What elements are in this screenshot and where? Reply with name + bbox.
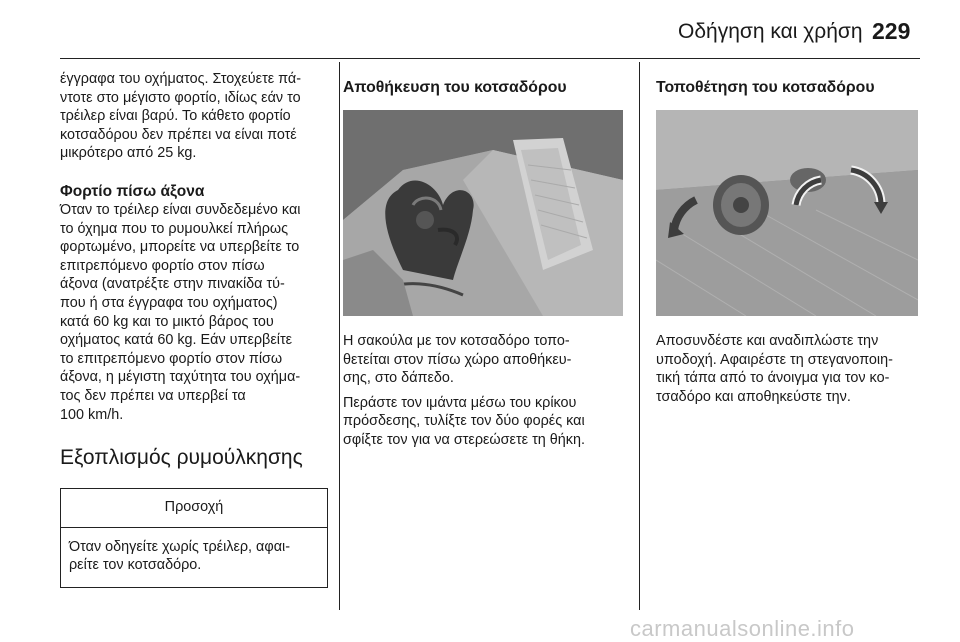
page-header-title: Οδήγηση και χρήση xyxy=(678,20,863,43)
rear-axle-paragraph: Όταν το τρέιλερ είναι συνδεδεμένο και το όχημα που το ρυμουλκεί πλήρως φορτωμένο, μπορείτε να υπερβείτε το επιτρεπόμενο φορτίο στον πίσω άξονα (ανατρέξτε στην πινακίδα τύ- που ή στα έγγραφα του οχήματος) κατά 60 kg και το μικτό βάρος του οχήματος κατά 60 kg. Εάν υπερβείτε το επιτρεπόμενο φορτίο στον πίσω άξονα, η μέγιστη ταχύτητα του οχήμα- τος δεν πρέπει να υπερβεί τα 100 km/h. xyxy=(60,201,301,423)
fitting-heading: Τοποθέτηση του κοτσαδόρου xyxy=(656,79,875,96)
storage-caption-2: Περάστε τον ιμάντα μέσω του κρίκου πρόσδεσης, τυλίξτε τον δύο φορές και σφίξτε τον για να στερεώσετε τη θήκη. xyxy=(343,394,585,448)
caution-box xyxy=(60,488,328,588)
rear-axle-heading: Φορτίο πίσω άξονα xyxy=(60,182,205,200)
column-right xyxy=(656,78,926,406)
page-number: 229 xyxy=(872,18,911,44)
caution-title: Προσοχή xyxy=(61,489,327,528)
fitting-caption: Αποσυνδέστε και αναδιπλώστε την υποδοχή. Αφαιρέστε τη στεγανοποιη- τική τάπα από το άνοιγμα για τον κο- τσαδόρο και αποθηκεύστε την. xyxy=(656,333,893,405)
column-divider-1 xyxy=(339,62,340,610)
towbar-storage-photo xyxy=(343,110,623,316)
column-left xyxy=(60,70,328,588)
header-rule xyxy=(60,58,920,59)
column-middle xyxy=(343,78,625,450)
column-divider-2 xyxy=(639,62,640,610)
storage-caption-1: Η σακούλα με τον κοτσαδόρο τοπο- θετείται στον πίσω χώρο αποθήκευ- σης, στο δάπεδο. xyxy=(343,333,572,387)
towing-equipment-heading: Εξοπλισμός ρυμούλκησης xyxy=(60,446,303,470)
storage-heading: Αποθήκευση του κοτσαδόρου xyxy=(343,79,567,96)
intro-paragraph: έγγραφα του οχήματος. Στοχεύετε πά- ντοτε στο μέγιστο φορτίο, ιδίως εάν το τρέιλερ είναι βαρύ. Το κάθετο φορτίο κοτσαδόρου δεν πρέπει να είναι ποτέ μικρότερο από 25 kg. xyxy=(60,71,302,162)
towbar-fitting-photo xyxy=(656,110,918,316)
watermark: carmanualsonline.info xyxy=(630,616,855,641)
caution-text: Όταν οδηγείτε χωρίς τρέιλερ, αφαι- ρείτε τον κοτσαδόρο. xyxy=(69,538,291,574)
